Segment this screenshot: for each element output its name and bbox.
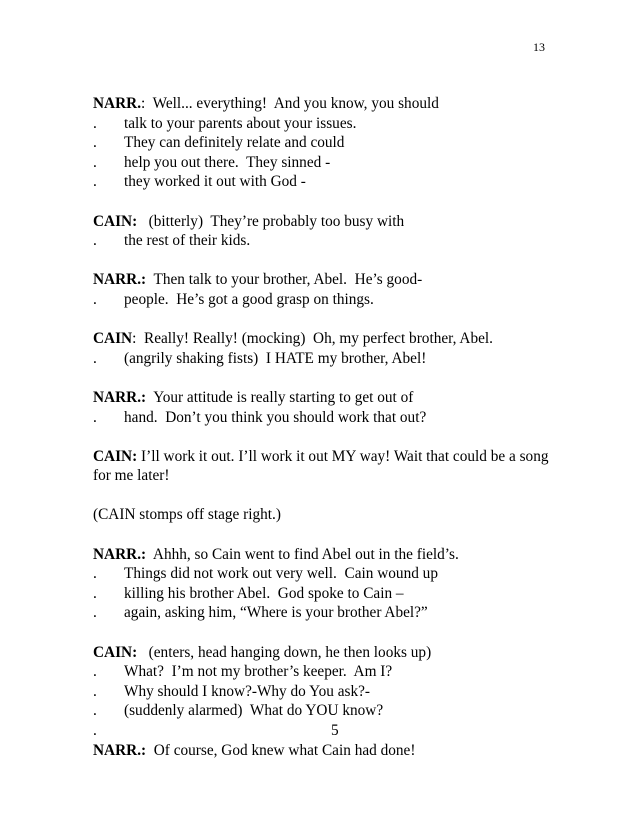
leader-dot: . — [93, 702, 97, 720]
dialogue-text: people. He’s got a good grasp on things. — [124, 290, 374, 308]
leader-dot: . — [93, 663, 97, 681]
dialogue-line — [93, 545, 553, 565]
dialogue-text: (enters, head hanging down, he then looks up) — [137, 643, 432, 661]
continuation-line — [93, 231, 553, 251]
continuation-line — [93, 603, 553, 623]
stage-direction: (CAIN stomps off stage right.) — [93, 506, 281, 524]
dialogue-text: (bitterly) They’re probably too busy with — [137, 212, 405, 230]
dialogue-line — [93, 643, 553, 663]
leader-dot: . — [93, 232, 97, 250]
speaker-name: CAIN: — [93, 643, 138, 661]
page-number: 13 — [533, 40, 545, 54]
speaker-name: CAIN: — [93, 212, 138, 230]
dialogue-text: they worked it out with God - — [124, 173, 306, 191]
continuation-line — [93, 114, 553, 134]
leader-dot: . — [93, 584, 97, 602]
continuation-line — [93, 564, 553, 584]
dialogue-line — [93, 741, 553, 761]
dialogue-line — [93, 329, 553, 349]
speaker-name: NARR.: — [93, 388, 147, 406]
continuation-line — [93, 172, 553, 192]
dialogue-text: Ahhh, so Cain went to find Abel out in the field’s. — [146, 545, 459, 563]
bottom-page-number: 5 — [331, 722, 339, 739]
dialogue-text: Why should I know?-Why do You ask?- — [124, 682, 370, 700]
continuation-line — [93, 153, 553, 173]
dialogue-text: help you out there. They sinned - — [124, 153, 331, 171]
speaker-name: CAIN: — [93, 447, 138, 465]
dialogue-text: They can definitely relate and could — [124, 134, 345, 152]
dialogue-line — [93, 447, 553, 486]
continuation-line — [93, 682, 553, 702]
continuation-line — [93, 701, 553, 721]
continuation-line — [93, 662, 553, 682]
dialogue-text: Of course, God knew what Cain had done! — [146, 741, 416, 759]
speaker-name: NARR.: — [93, 271, 147, 289]
speaker-name: CAIN — [93, 330, 133, 348]
dialogue-text: Then talk to your brother, Abel. He’s good- — [146, 271, 423, 289]
page-break-line — [93, 721, 553, 741]
dialogue-line — [93, 388, 553, 408]
leader-dot: . — [93, 114, 97, 132]
dialogue-text: hand. Don’t you think you should work that out? — [124, 408, 427, 426]
dialogue-text: again, asking him, “Where is your brother Abel?” — [124, 604, 428, 622]
dialogue-text: : Well... everything! And you know, you should — [141, 95, 439, 112]
speaker-name: NARR.: — [93, 741, 147, 759]
leader-dot: . — [93, 349, 97, 367]
dialogue-text: Your attitude is really starting to get out of — [146, 388, 414, 406]
leader-dot: . — [93, 604, 97, 622]
continuation-line — [93, 349, 553, 369]
dialogue-text: talk to your parents about your issues. — [124, 114, 357, 132]
continuation-line — [93, 133, 553, 153]
leader-dot: . — [93, 722, 97, 739]
dialogue-text: (suddenly alarmed) What do YOU know? — [124, 702, 384, 720]
dialogue-text: Things did not work out very well. Cain wound up — [124, 565, 438, 583]
script-body — [93, 94, 553, 760]
dialogue-line — [93, 94, 553, 114]
continuation-line — [93, 290, 553, 310]
dialogue-text: I’ll work it out. I’ll work it out MY way! Wait that could be a song for me later! — [93, 447, 549, 485]
leader-dot: . — [93, 134, 97, 152]
continuation-line — [93, 584, 553, 604]
speaker-name: NARR.: — [93, 545, 147, 563]
dialogue-text: killing his brother Abel. God spoke to Cain – — [124, 584, 404, 602]
dialogue-line — [93, 212, 553, 232]
speaker-name: NARR. — [93, 95, 142, 112]
dialogue-text: What? I’m not my brother’s keeper. Am I? — [124, 663, 393, 681]
leader-dot: . — [93, 153, 97, 171]
dialogue-text: the rest of their kids. — [124, 232, 251, 250]
leader-dot: . — [93, 173, 97, 191]
leader-dot: . — [93, 408, 97, 426]
dialogue-text: (angrily shaking fists) I HATE my brother, Abel! — [124, 349, 427, 367]
leader-dot: . — [93, 290, 97, 308]
continuation-line — [93, 408, 553, 428]
dialogue-line — [93, 270, 553, 290]
dialogue-text: : Really! Really! (mocking) Oh, my perfect brother, Abel. — [132, 330, 493, 348]
leader-dot: . — [93, 565, 97, 583]
leader-dot: . — [93, 682, 97, 700]
